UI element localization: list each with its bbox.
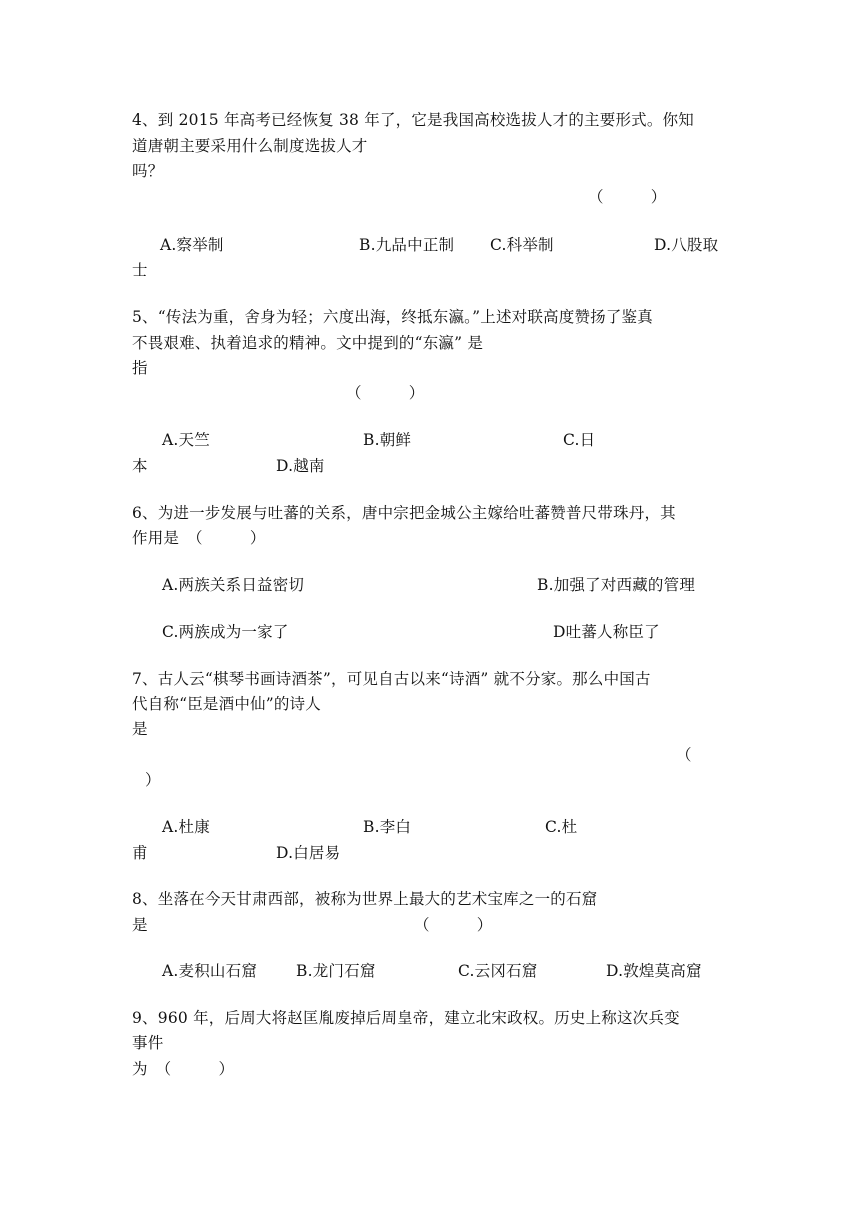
question-4-option-c: C.科举制 <box>490 236 554 254</box>
question-5-option-b: B.朝鲜 <box>363 431 412 449</box>
question-7-option-a: A.杜康 <box>162 818 210 836</box>
question-8-option-d: D.敦煌莫高窟 <box>606 962 702 980</box>
question-8-option-b: B.龙门石窟 <box>296 962 376 980</box>
question-5-answer-blank: （ ） <box>346 384 425 402</box>
question-8-option-c: C.云冈石窟 <box>458 962 538 980</box>
question-7-answer-blank-open: （ <box>676 746 692 764</box>
question-6-option-b: B.加强了对西藏的管理 <box>537 576 696 594</box>
question-8-answer-blank: （ ） <box>414 916 493 934</box>
question-5-line-2: 不畏艰难、执着追求的精神。文中提到的“东瀛” 是 <box>132 334 484 352</box>
question-7-answer-blank-close: ） <box>145 771 161 789</box>
question-8-option-a: A.麦积山石窟 <box>162 962 258 980</box>
question-5-option-c-continued: 本 <box>132 457 148 475</box>
question-5-option-c: C.日 <box>563 431 596 449</box>
question-7-option-c: C.杜 <box>545 818 578 836</box>
question-7-line-1: 7、古人云“棋琴书画诗酒茶”，可见自古以来“诗酒” 就不分家。那么中国古 <box>132 670 651 688</box>
question-5-line-1: 5、“传法为重，舍身为轻；六度出海，终抵东瀛。”上述对联高度赞扬了鉴真 <box>132 308 653 326</box>
question-7-line-3: 是 <box>132 720 148 738</box>
question-4-option-d: D.八股取 <box>654 236 719 254</box>
question-7-line-2: 代自称“臣是酒中仙”的诗人 <box>132 695 321 713</box>
question-6-line-2: 作用是 （ ） <box>132 529 266 547</box>
question-4-line-1: 4、到 2015 年高考已经恢复 38 年了，它是我国高校选拔人才的主要形式。你知 <box>132 111 694 129</box>
question-6-option-c: C.两族成为一家了 <box>162 623 289 641</box>
question-5-line-3: 指 <box>132 359 148 377</box>
question-4-option-b: B.九品中正制 <box>359 236 455 254</box>
question-5-option-a: A.天竺 <box>162 431 210 449</box>
question-6-option-a: A.两族关系日益密切 <box>162 576 305 594</box>
question-4-line-3: 吗？ <box>132 162 164 180</box>
question-7-option-b: B.李白 <box>363 818 412 836</box>
question-4-option-d-continued: 士 <box>132 261 148 279</box>
question-9-line-2: 事件 <box>132 1034 164 1052</box>
question-8-line-2: 是 <box>132 916 148 934</box>
question-4-line-2: 道唐朝主要采用什么制度选拔人才 <box>132 137 368 155</box>
question-5-option-d: D.越南 <box>276 457 325 475</box>
question-9-line-1: 9、960 年，后周大将赵匡胤废掉后周皇帝，建立北宋政权。历史上称这次兵变 <box>132 1009 680 1027</box>
question-8-line-1: 8、坐落在今天甘肃西部，被称为世界上最大的艺术宝库之一的石窟 <box>132 890 598 908</box>
question-9-line-3: 为 （ ） <box>132 1060 235 1078</box>
question-4-answer-blank: （ ） <box>588 188 667 206</box>
question-4-option-a: A.察举制 <box>160 236 224 254</box>
question-7-option-d: D.白居易 <box>276 844 341 862</box>
question-7-option-c-continued: 甫 <box>132 844 148 862</box>
question-6-option-d: D吐蕃人称臣了 <box>553 623 660 641</box>
question-6-line-1: 6、为进一步发展与吐蕃的关系，唐中宗把金城公主嫁给吐蕃赞普尺带珠丹，其 <box>132 504 676 522</box>
